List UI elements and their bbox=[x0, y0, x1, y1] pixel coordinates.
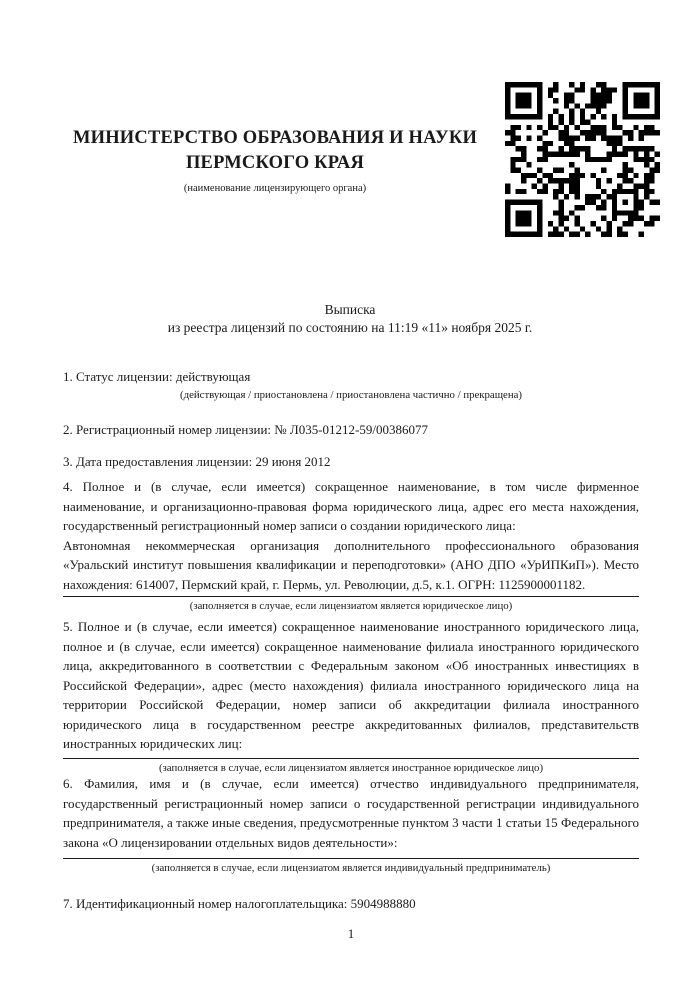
page-number: 1 bbox=[347, 926, 355, 941]
status-options-caption: (действующая / приостановлена / приостановлена частично / прекращена) bbox=[180, 388, 522, 401]
separator-line bbox=[63, 596, 639, 597]
ministry-header bbox=[65, 126, 485, 195]
foreign-entity-description: 5. Полное и (в случае, если имеется) сокращенное наименование иностранного юридического лица, полное и (в случае, если имеется) сокращенное наименование филиала иностранного юридического лица, аккредитованного в соответствии с Федеральным законом «Об иностранных инвестициях в Российской Федерации», адрес (место нахождения) филиала иностранного юридического лица на территории Российской Федерации, номер записи об аккредитации филиала иностранного юридического лица в государственном реестре аккредитованных филиалов, представительств иностранных юридических лиц: bbox=[63, 619, 639, 751]
document-subtitle: из реестра лицензий по состоянию на 11:19 «11» ноября 2025 г. bbox=[167, 319, 533, 335]
ministry-caption: (наименование лицензирующего органа) bbox=[183, 183, 367, 194]
entrepreneur-caption: (заполняется в случае, если лицензиатом является индивидуальный предприниматель) bbox=[151, 862, 551, 874]
foreign-entity-caption: (заполняется в случае, если лицензиатом является иностранное юридическое лицо) bbox=[158, 761, 544, 774]
qr-code bbox=[505, 82, 660, 237]
entrepreneur-description: 6. Фамилия, имя и (в случае, если имеется) отчество индивидуального предпринимателя, государственный регистрационный номер записи о государственной регистрации индивидуального предпринимателя, а также иные сведения, предусмотренные пунктом 3 части 1 статьи 15 Федерального закона «О лицензировании отдельных видов деятельности»: bbox=[63, 776, 639, 850]
section-grant-date bbox=[63, 452, 639, 472]
section-foreign-entity bbox=[63, 617, 639, 775]
registration-number-line: 2. Регистрационный номер лицензии: № Л035-01212-59/00386077 bbox=[63, 422, 429, 437]
separator-line bbox=[63, 758, 639, 759]
grant-date-line: 3. Дата предоставления лицензии: 29 июня 2012 bbox=[63, 454, 331, 469]
section-taxpayer-number bbox=[63, 894, 639, 914]
section-entrepreneur bbox=[63, 774, 639, 875]
separator-line bbox=[63, 858, 639, 859]
section-license-status bbox=[63, 367, 639, 402]
section-registration-number bbox=[63, 420, 639, 440]
document-heading bbox=[62, 301, 638, 336]
legal-entity-description: 4. Полное и (в случае, если имеется) сокращенное наименование, в том числе фирменное наименование, и организационно-правовая форма юридического лица, адрес его места нахождения, государственный регистрационный номер записи о создании юридического лица: bbox=[63, 479, 639, 533]
legal-entity-caption: (заполняется в случае, если лицензиатом является юридическое лицо) bbox=[189, 600, 513, 612]
inn-line: 7. Идентификационный номер налогоплательщика: 5904988880 bbox=[63, 896, 416, 911]
legal-entity-value: Автономная некоммерческая организация дополнительного профессионального образования «Уральский институт повышения квалификации и переподготовки» (АНО ДПО «УрИПКиП»). Место нахождения: 614007, Пермский край, г. Пермь, ул. Революции, д.5, к.1. ОГРН: 1125900001182. bbox=[63, 537, 639, 592]
ministry-name-line2: ПЕРМСКОГО КРАЯ bbox=[185, 153, 365, 173]
ministry-name bbox=[65, 126, 485, 176]
section-legal-entity bbox=[63, 477, 639, 613]
license-status-line: 1. Статус лицензии: действующая bbox=[63, 369, 251, 384]
ministry-name-line1: МИНИСТЕРСТВО ОБРАЗОВАНИЯ И НАУКИ bbox=[72, 128, 478, 148]
document-title: Выписка bbox=[324, 302, 376, 317]
